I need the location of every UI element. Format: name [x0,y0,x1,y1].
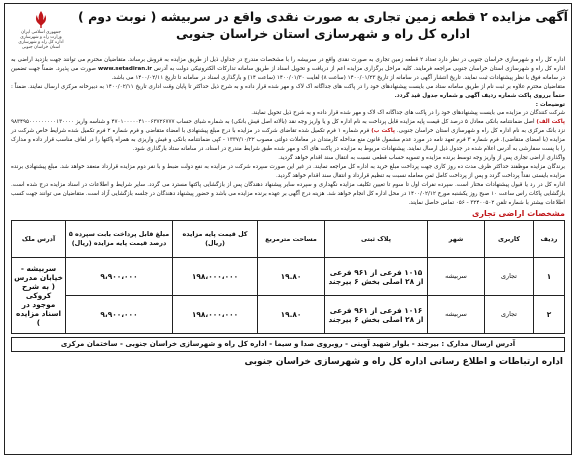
winners-paragraph: برندگان مزایده موظفند حداکثر ظرف مدت ده روز کاری جهت پرداخت مبلغ خرید به اداره کل مراجعه نمایند. در غیر این صورت سپرده شرکت در مزایده به نفع دولت ضبط و با نفر دوم مزایده قرارداد منعقد خواهد شد. مبلغ پیشنهادی برنده مزایده بایستی نقداً پرداخت گردد و پس از پرداخت کامل ثمن معامله نسبت به تنظیم قرارداد و انتقال سند اقدام خواهد گردید. [11,163,565,179]
ad-header [5,4,571,56]
transfer-paragraph: واگذاری اراضی تجاری پس از واریز وجه توسط برنده مزایده و تسویه حساب قطعی نسبت به انتقال سند اقدام خواهد گردید. [278,154,565,161]
advertisement-page [4,3,572,455]
col-usage: کاربری [485,221,534,258]
cost-text: هزینه درج آگهی بر عهده برنده مزایده می باشد و حضور پیشنهاد دهندگان در جلسه بازگشایی آزاد است. [85,190,325,197]
row-plak: ۱۰۱۵ فرعی از ۹۶۱ فرعی از ۲۸ اصلی بخش ۶ بیرجند [325,258,428,296]
row-area: ۱۹.۸۰ [258,296,325,334]
logo-line-2: وزارت راه و شهرسازی [20,35,62,40]
table-section-title: مشخصات اراضی تجاری [472,209,565,219]
row-usage: تجاری [485,258,534,296]
publisher-footer: اداره ارتباطات و اطلاع رسانی اداره کل راه و شهرسازی خراسان جنوبی [244,357,563,368]
properties-table [11,220,565,334]
intro-text-continued: صورت می پذیرد. ضمناً جهت تضمین در سامانه فوق با نظر پیشنهادات ثبت نمایند. تاریخ انتشار آگهی در سامانه از تاریخ ۱۴۰۰/۰۱/۲۳ (ساعت ۸) لغایت ۱۴۰۰/۰۱/۳۰ (ساعت ۱۴) و بارگذاری اسناد در سامانه تا تاریخ ۱۴۰۰/۰۲/۱۱ می باشد. [11,65,565,81]
envelopes-paragraph: شرکت کنندگان در مزایده می بایست پیشنهادهای خود را در پاکت های جداگانه اک لاک و مهر شده قرار داده و به شرح ذیل تحویل نمایند. [251,110,565,117]
col-area: مساحت مترمربع [258,221,325,258]
col-row: ردیف [534,221,565,258]
row-address: سربیشه - خیابان مدرس ( به شرح کروکی موجود در اسناد مزایده ) [12,258,66,334]
envelope-a-text: اصل ضمانتنامه بانکی معادل ۵ درصد کل قیمت پایه مزایده قابل پرداخت به نام اداره کل و یا واریز وجه نقد (بالاته اصل فیش بانکی) به شماره شبای حساب ۴۷۰۱۰۰۰۰۰۴۱۰۰۶۳۷۲۶۷۷۷ و شناسه واریز ۹۸۳۴۹۵۰۰۰۰۰۰۰۰۰۱۳۰۰۰۰ نزد بانک مرکزی به نام اداره کل راه و شهرسازی استان خراسان جنوبی. [11,119,566,135]
row-deposit: ۹،۹۰۰،۰۰۰ [66,296,173,334]
table-row [12,296,565,334]
ad-subtitle: اداره کل راه و شهرسازی استان خراسان جنوبی [175,26,471,41]
envelope-a-label: پاکت الف) [536,119,565,126]
opening-text: اداره کل در رد یا قبول پیشنهادات مختار است. سپرده نفرات اول تا سوم تا تعیین تکلیف مزایده نگهداری و سپرده سایر پیشنهاد دهندگان پس از بازگشایی پاکتها مسترد می گردد. سایر شرایط و اطلاعات در اسناد مزایده درج شده است. بازگشایی پاکات راس ساعت ۱۰ صبح روز یکشنبه مورخ ۱۴۰۰/۰۲/۱۲ در محل اداره کل انجام خواهد شد. [11,181,566,197]
envelope-note: حتماً برروی پاکت شماره ردیف آگهی و شماره جدول قید گردد. [394,92,565,99]
row-city: سربیشه [428,258,485,296]
setad-link[interactable]: www.setadiran.ir [97,65,153,72]
row-total: ۱۹۸،۰۰۰،۰۰۰ [173,258,258,296]
row-deposit: ۹،۹۰۰،۰۰۰ [66,258,173,296]
intro-text: اداره کل راه و شهرسازی خراسان جنوبی در نظر دارد تعداد ۲ قطعه زمین تجاری به صورت نقدی واقع در سربیشه را با مشخصات مندرج در جداول ذیل از طریق مزایده به فروش برساند. متقاضیان محترم می توانند جهت بازدید اراضی به اداره کل راه و شهرسازی استان خراسان جنوبی مراجعه فرمایند. کلیه مراحل برگزاری مزایده اعم از دریافت و تحویل اسناد از طریق سامانه تدارکات الکترونیکی دولت به آدرس [11,57,565,72]
ad-title: آگهی مزایده ۲ قطعه زمین تجاری به صورت نقدی واقع در سربیشه ( نوبت دوم ) [78,9,568,24]
submission-text: متقاضیان محترم علاوه بر ثبت نام از طریق سامانه ستاد می بایست پیشنهادهای خود را در پاکت های جداگانه اک لاک و مهر شده قرار داده و به شرح ذیل حداکثر تا پایان وقت اداری تاریخ ۱۴۰۰/۰۲/۱۱ به دبیرخانه مرکزی ارسال نمایند. ضمناً : [11,83,565,90]
logo-line-3: اداره کل راه و شهرسازی [18,40,64,45]
envelope-b-text: فرم شماره ۱ فرم تکمیل شده تقاضای شرکت در مزایده با درج مبلغ پیشنهادی با امضاء متقاضی و فرم شماره ۲ فرم تکمیل شده شرایط خاص شرکت در مزایده (با امضای متقاضی). [11,128,565,144]
intro-paragraph [11,56,565,83]
row-number: ۱ [534,258,565,296]
col-total: کل قیمت پایه مزایده (ریال) [173,221,258,258]
submission-paragraph [11,83,565,101]
table-header-row [12,221,565,258]
table-row [12,258,565,296]
ministry-logo [11,8,71,52]
logo-line-4: استان خراسان جنوبی [21,45,61,50]
contact-text: متقاضیان می توانند جهت کسب اطلاعات بیشتر با شماره تلفن ۳۲۴۰۰۵۰۲ - ۰۵۶ تماس حاصل نمایند. [11,190,565,206]
iran-emblem-icon [30,8,52,30]
col-city: شهر [428,221,485,258]
logo-line-1: جمهوری اسلامی ایران [21,30,61,35]
col-plak: پلاک ثبتی [325,221,428,258]
row-usage: تجاری [485,296,534,334]
forms-text: فرم شماره ۳ فرم تعهد نامه در مورد عدم مشمول قانون منع مداخله کارمندان در معاملات دولتی مصوب ۱۳۳۷/۱۰/۲۲ - کپی ضمانتنامه بانکی و فیش واریزی به همراه پاکتها را در لفاف مناسب قرار داده و مدارک را با پست سفارشی به آدرس اعلام شده در جدول ذیل ارسال نمایند. پیشنهادات مربوط به مزایده در پاکت های اک و مهر شده طبق شرایط مندرج در اسناد، در سامانه ستاد بارگذاری شود. [11,137,565,153]
row-number: ۲ [534,296,565,334]
row-area: ۱۹.۸۰ [258,258,325,296]
row-total: ۱۹۸،۰۰۰،۰۰۰ [173,296,258,334]
mailing-address: آدرس ارسال مدارک : بیرجند - بلوار شهید آوینی - روبروی صدا و سیما - اداره کل راه و شهرسازی خراسان جنوبی - ساختمان مرکزی [11,337,565,352]
col-address: آدرس ملک [12,221,66,258]
envelope-a-paragraph [11,118,565,154]
envelope-b-label: پاکت ب) [371,128,395,135]
tips-title: توضیحات : [535,101,565,108]
opening-paragraph [11,181,565,208]
col-deposit: مبلغ قابل پرداخت بابت سپرده ۵ درصد قیمت پایه مزایده (ریال) [66,221,173,258]
row-plak: ۱۰۱۶ فرعی از ۹۶۱ فرعی از ۲۸ اصلی بخش ۶ بیرجند [325,296,428,334]
row-city: سربیشه [428,296,485,334]
ad-body [5,56,571,207]
